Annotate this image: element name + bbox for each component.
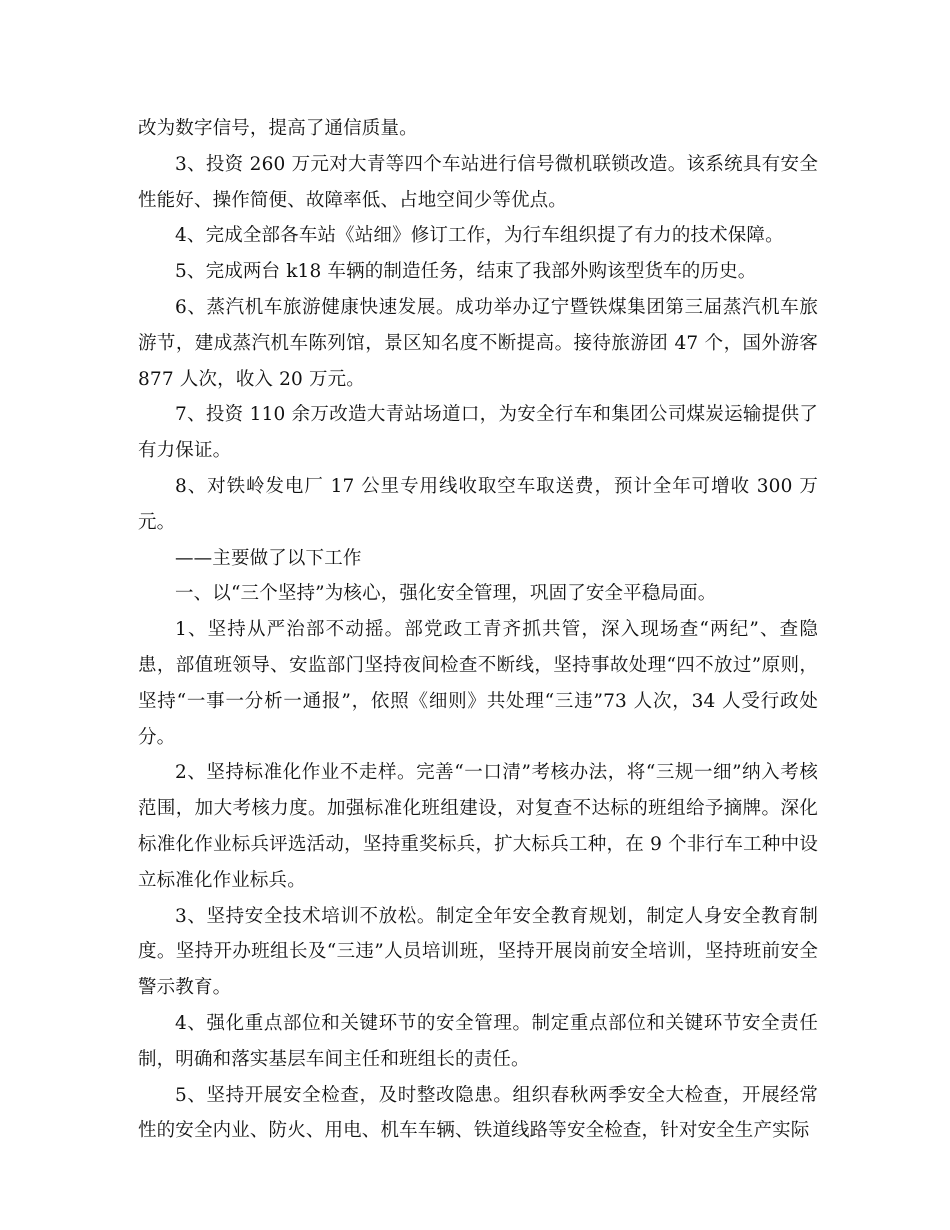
paragraph-continuation: 改为数字信号，提高了通信质量。 [138, 118, 418, 139]
document-body [138, 111, 818, 1149]
paragraph-item-8: 8、对铁岭发电厂 17 公里专用线收取空车取送费，预计全年可增收 300 万元。 [138, 475, 818, 533]
paragraph-item-3: 3、投资 260 万元对大青等四个车站进行信号微机联锁改造。该系统具有安全性能好、操作简便、故障率低、占地空间少等优点。 [138, 153, 818, 211]
paragraph-sub-2: 2、坚持标准化作业不走样。完善“一口清”考核办法，将“三规一细”纳入考核范围，加大考核力度。加强标准化班组建设，对复查不达标的班组给予摘牌。深化标准化作业标兵评选活动，坚持重奖标兵，扩大标兵工种，在 9 个非行车工种中设立标准化作业标兵。 [138, 762, 818, 891]
paragraph-item-6: 6、蒸汽机车旅游健康快速发展。成功举办辽宁暨铁煤集团第三届蒸汽机车旅游节，建成蒸汽机车陈列馆，景区知名度不断提高。接待旅游团 47 个，国外游客 877 人次，收入 20 万元。 [138, 296, 818, 390]
section-heading-1: 一、以“三个坚持”为核心，强化安全管理，巩固了安全平稳局面。 [175, 583, 717, 605]
paragraph-item-4: 4、完成全部各车站《站细》修订工作，为行车组织提了有力的技术保障。 [175, 225, 784, 247]
section-intro: ——主要做了以下工作 [175, 547, 362, 569]
paragraph-sub-4: 4、强化重点部位和关键环节的安全管理。制定重点部位和关键环节安全责任制，明确和落实基层车间主任和班组长的责任。 [138, 1012, 818, 1070]
paragraph-sub-3: 3、坚持安全技术培训不放松。制定全年安全教育规划，制定人身安全教育制度。坚持开办班组长及“三违”人员培训班，坚持开展岗前安全培训，坚持班前安全警示教育。 [138, 905, 818, 999]
paragraph-sub-1: 1、坚持从严治部不动摇。部党政工青齐抓共管，深入现场查“两纪”、查隐患，部值班领导、安监部门坚持夜间检查不断线，坚持事故处理“四不放过”原则，坚持“一事一分析一通报”，依照《细则》共处理“三违”73 人次，34 人受行政处分。 [138, 619, 818, 748]
paragraph-item-7: 7、投资 110 余万改造大青站场道口，为安全行车和集团公司煤炭运输提供了有力保证。 [138, 404, 818, 462]
paragraph-item-5: 5、完成两台 k18 车辆的制造任务，结束了我部外购该型货车的历史。 [175, 261, 757, 283]
paragraph-sub-5: 5、坚持开展安全检查，及时整改隐患。组织春秋两季安全大检查，开展经常性的安全内业、防火、用电、机车车辆、铁道线路等安全检查，针对安全生产实际 [138, 1084, 818, 1142]
